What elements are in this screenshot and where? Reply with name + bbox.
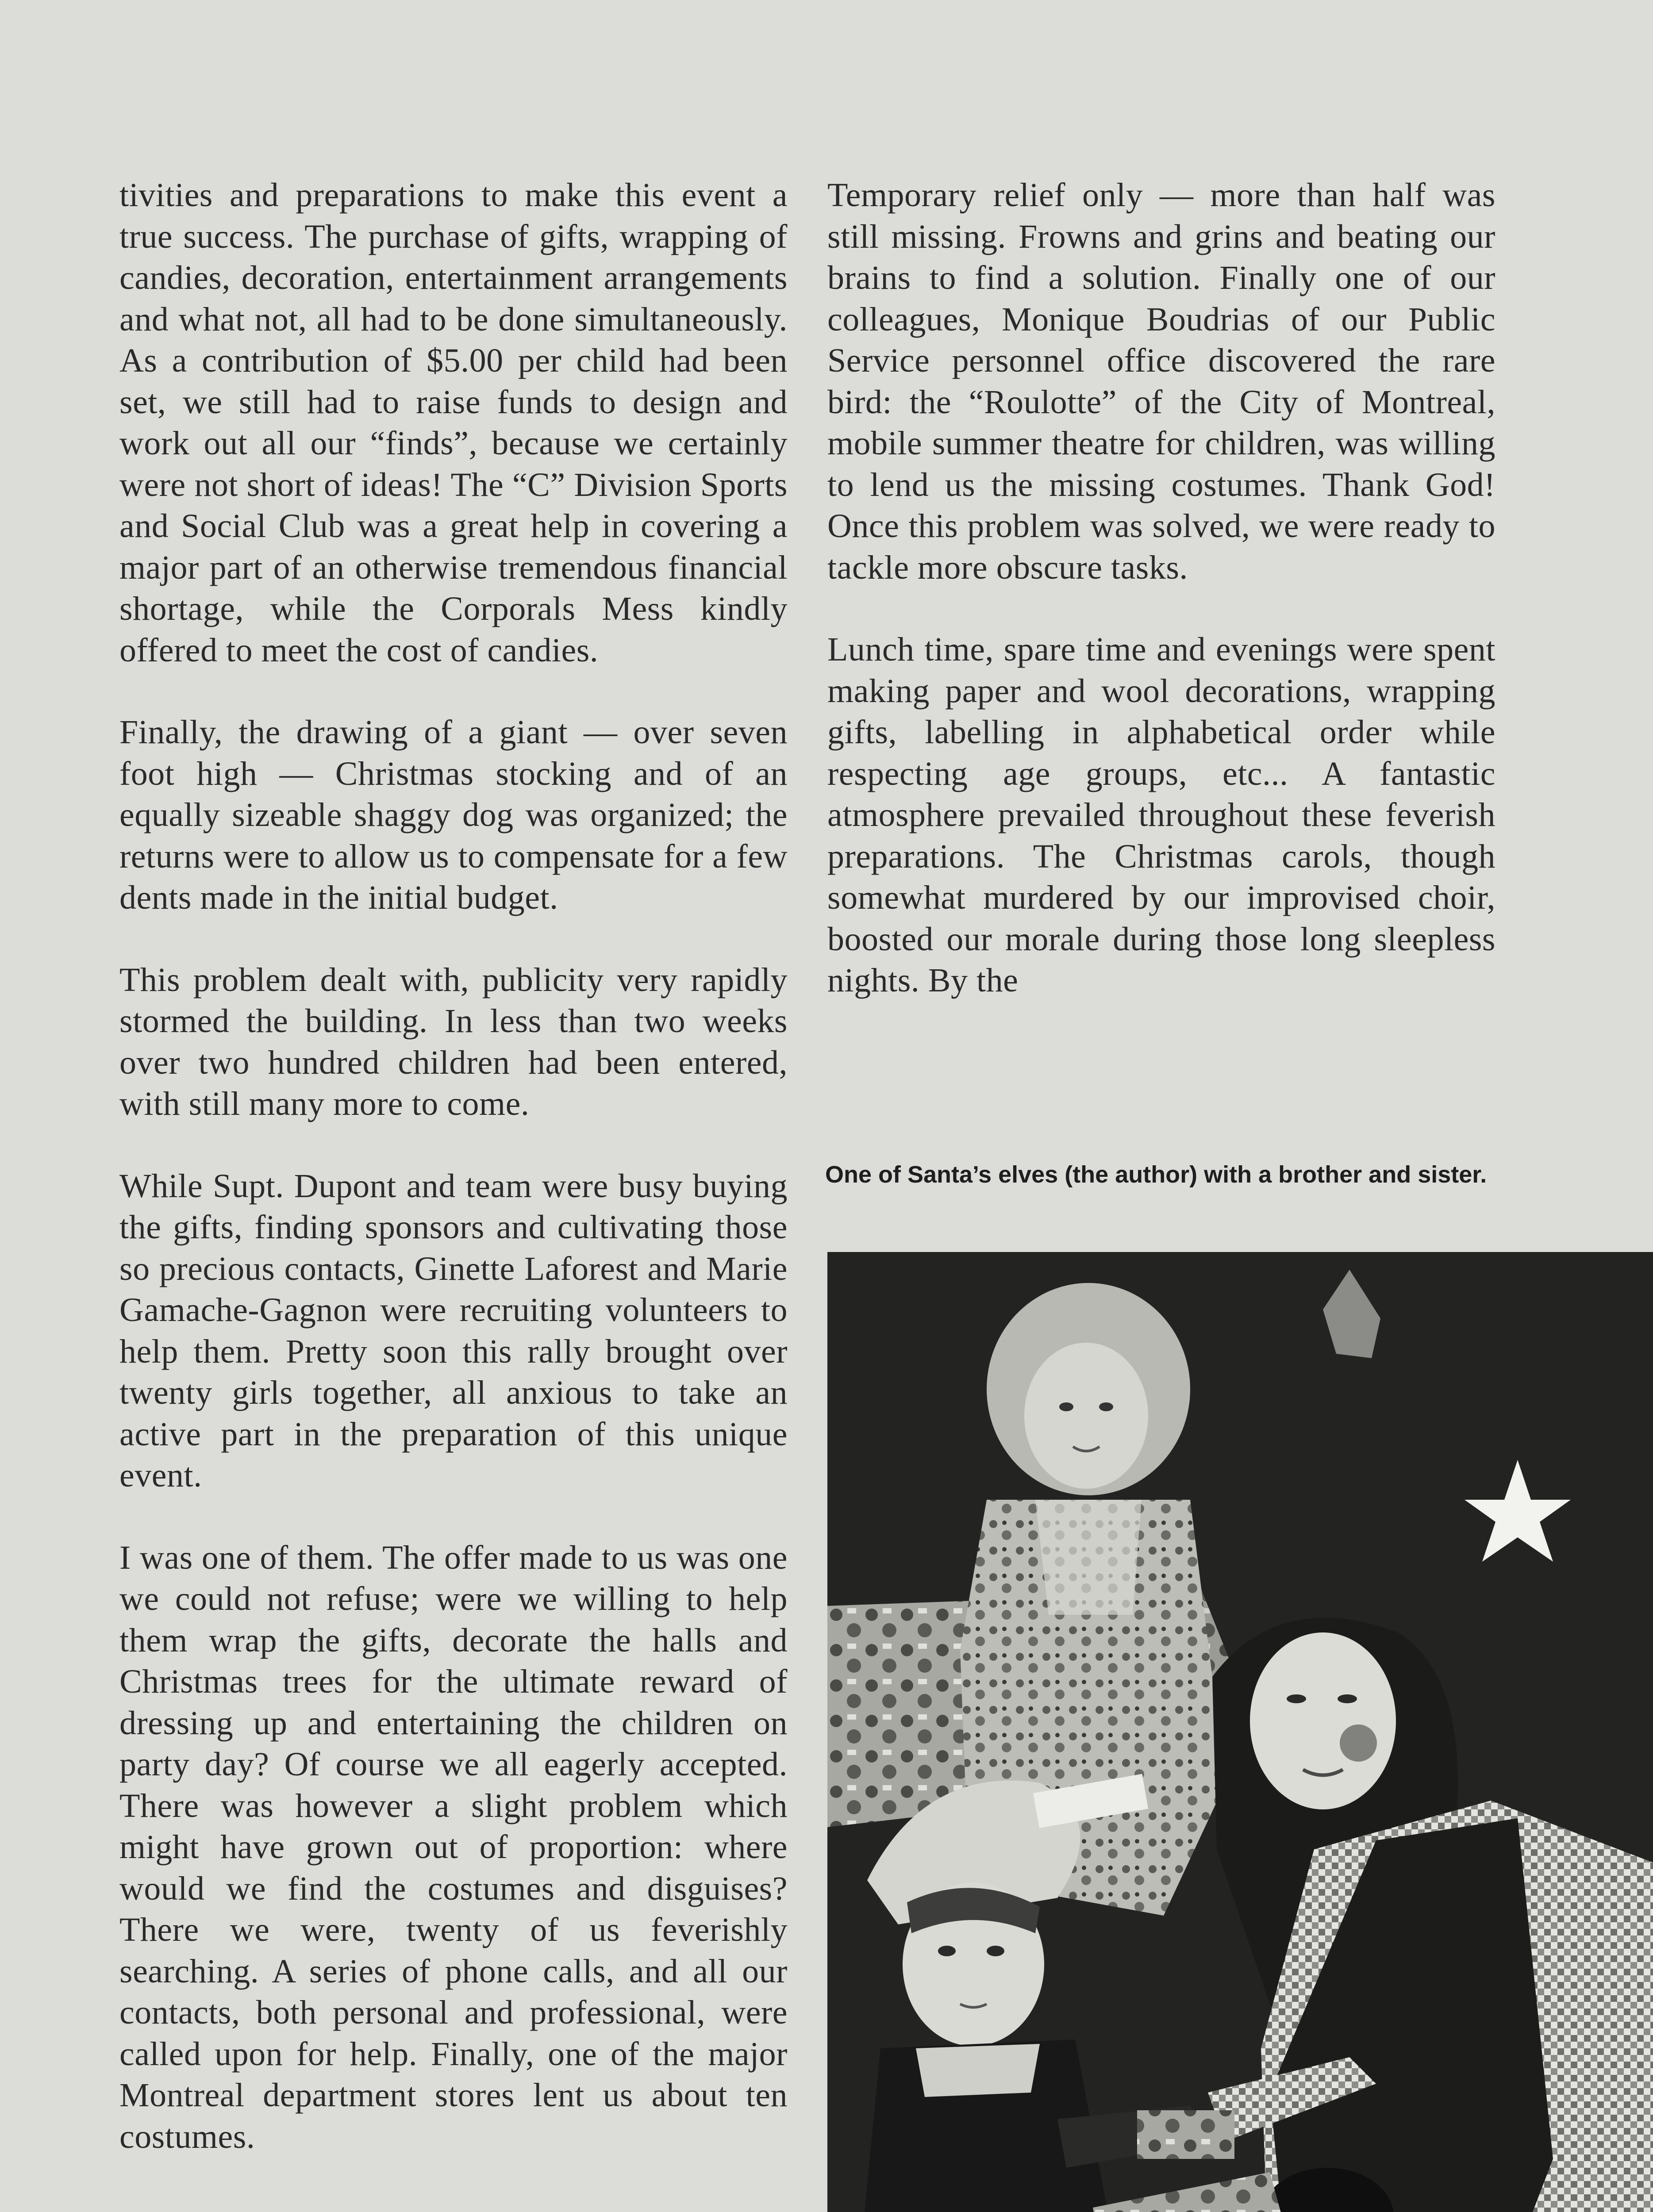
paragraph: While Supt. Dupont and team were busy buying the gifts, finding sponsors and cultivating those so precious contacts, Ginette Laforest and Marie Gamache-Gagnon were recruiting volunteers to help them. Pretty soon this rally brought over twenty girls together, all anxious to take an active part in the preparation of this unique event. <box>119 1167 788 1494</box>
paragraph: Temporary relief only — more than half was still missing. Frowns and grins and beating our brains to find a solution. Finally one of our colleagues, Monique Boudrias of our Public Service personnel office discovered the rare bird: the “Roulotte” of the City of Montreal, mobile summer theatre for children, was willing to lend us the missing costumes. Thank God! Once this problem was solved, we were ready to tackle more obscure tasks. <box>827 177 1495 586</box>
gift-package <box>1137 2110 1234 2159</box>
photo-caption: One of Santa’s elves (the author) with a brother and sister. <box>825 1161 1487 1188</box>
paragraph: tivities and preparations to make this event a true success. The purchase of gifts, wrapping of candies, decoration, entertainment arrangements and what not, all had to be done simultaneously. As a contribution of $5.00 per child had been set, we still had to raise funds to design and work out all our “finds”, because we certainly were not short of ideas! The “C” Division Sports and Social Club was a great help in covering a major part of an otherwise tremendous financial shortage, while the Corporals Mess kindly offered to meet the cost of candies. <box>119 177 788 669</box>
paragraph: Lunch time, spare time and evenings were spent making paper and wool decorations, wrapping gifts, labelling in alphabetical order while respecting age groups, etc... A fantastic atmosphere prevailed throughout these feverish preparations. The Christmas carols, though somewhat murdered by our improvised choir, boosted our morale during those long sleepless nights. By the <box>827 631 1495 999</box>
photograph <box>827 1252 1653 2212</box>
paragraph: This problem dealt with, publicity very rapidly stormed the building. In less than two weeks over two hundred children had been entered, with still many more to come. <box>119 961 788 1122</box>
woman-face <box>1250 1632 1396 1809</box>
paragraph: I was one of them. The offer made to us was one we could not refuse; were we willing to help them wrap the gifts, decorate the halls and Christmas trees for the ultimate reward of dressing up and entertaining the children on party day? Of course we all eagerly accepted. There was however a slight problem which might have grown out of proportion: where would we find the costumes and disguises? There we were, twenty of us feverishly searching. A series of phone calls, and all our contacts, both personal and professional, were called upon for help. Finally, one of the major Montreal department stores lent us about ten costumes. <box>119 1539 788 2155</box>
right-text-column <box>827 175 1495 1042</box>
left-text-column <box>119 175 788 2198</box>
paragraph: Finally, the drawing of a giant — over seven foot high — Christmas stocking and of an equally sizeable shaggy dog was organized; the returns were to allow us to compensate for a few dents made in the initial budget. <box>119 714 788 916</box>
girl-face <box>1024 1343 1148 1489</box>
photo-illustration <box>827 1252 1653 2212</box>
